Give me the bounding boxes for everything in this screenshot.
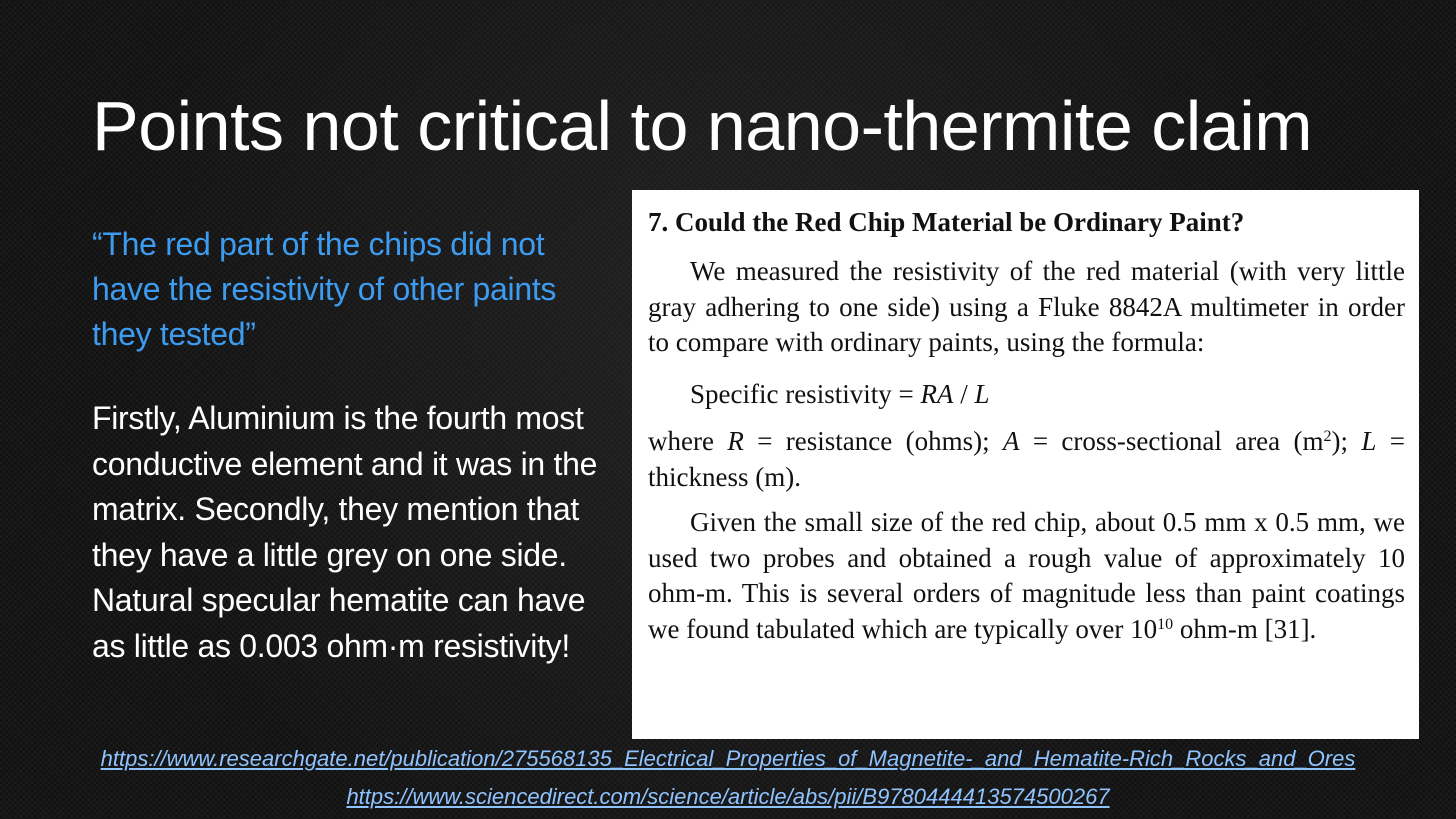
where-text-4: ); bbox=[1331, 426, 1362, 456]
where-superscript: 2 bbox=[1323, 428, 1332, 445]
excerpt-heading: 7. Could the Red Chip Material be Ordinary Paint? bbox=[648, 207, 1245, 237]
reference-links bbox=[0, 740, 1456, 816]
para2-end: ohm-m [31]. bbox=[1173, 613, 1317, 644]
quote-text: “The red part of the chips did not have the resistivity of other paints they tested” bbox=[92, 226, 557, 352]
where-r: R bbox=[727, 426, 744, 456]
formula-l: L bbox=[974, 378, 990, 409]
excerpt-paragraph-2 bbox=[648, 505, 1405, 647]
paper-excerpt bbox=[632, 190, 1419, 739]
formula-slash: / bbox=[953, 378, 975, 409]
where-text-3: = cross-sectional area (m bbox=[1019, 426, 1324, 456]
where-text-1: where bbox=[648, 426, 728, 456]
formula-label: Specific resistivity = bbox=[690, 378, 921, 409]
excerpt-paragraph-1: We measured the resistivity of the red material (with very little gray adhering to one side) using a Fluke 8842A multimeter in order to compare with ordinary paints, using the formula: bbox=[648, 256, 1405, 357]
where-l: L bbox=[1361, 426, 1377, 456]
para2-text: Given the small size of the red chip, about 0.5 mm x 0.5 mm, we used two probes and obtained a rough value of approximately 10 ohm-m. This is several orders of magnitude less than paint coatings we found tabulated which are typically over 10 bbox=[648, 507, 1405, 644]
where-a: A bbox=[1002, 426, 1020, 456]
reference-link-researchgate[interactable]: https://www.researchgate.net/publication/275568135_Electrical_Properties_of_Magnetite-_and_Hematite-Rich_Rocks_and_Ores bbox=[100, 746, 1356, 771]
para2-superscript: 10 bbox=[1157, 615, 1174, 633]
excerpt-formula bbox=[648, 377, 1405, 413]
where-text-5: = thickness (m). bbox=[648, 426, 1405, 492]
reference-link-sciencedirect[interactable]: https://www.sciencedirect.com/science/article/abs/pii/B9780444413574500267 bbox=[346, 784, 1110, 809]
formula-ra: RA bbox=[920, 378, 954, 409]
excerpt-where bbox=[648, 424, 1405, 495]
slide-title: Points not critical to nano-thermite claim bbox=[92, 87, 1313, 165]
where-text-2: = resistance (ohms); bbox=[743, 426, 1003, 456]
body-text: Firstly, Aluminium is the fourth most conductive element and it was in the matrix. Secondly, they mention that they have a little grey on one side. Natural specular hematite can have as little as 0.003 ohm·m resistivity! bbox=[92, 400, 598, 664]
